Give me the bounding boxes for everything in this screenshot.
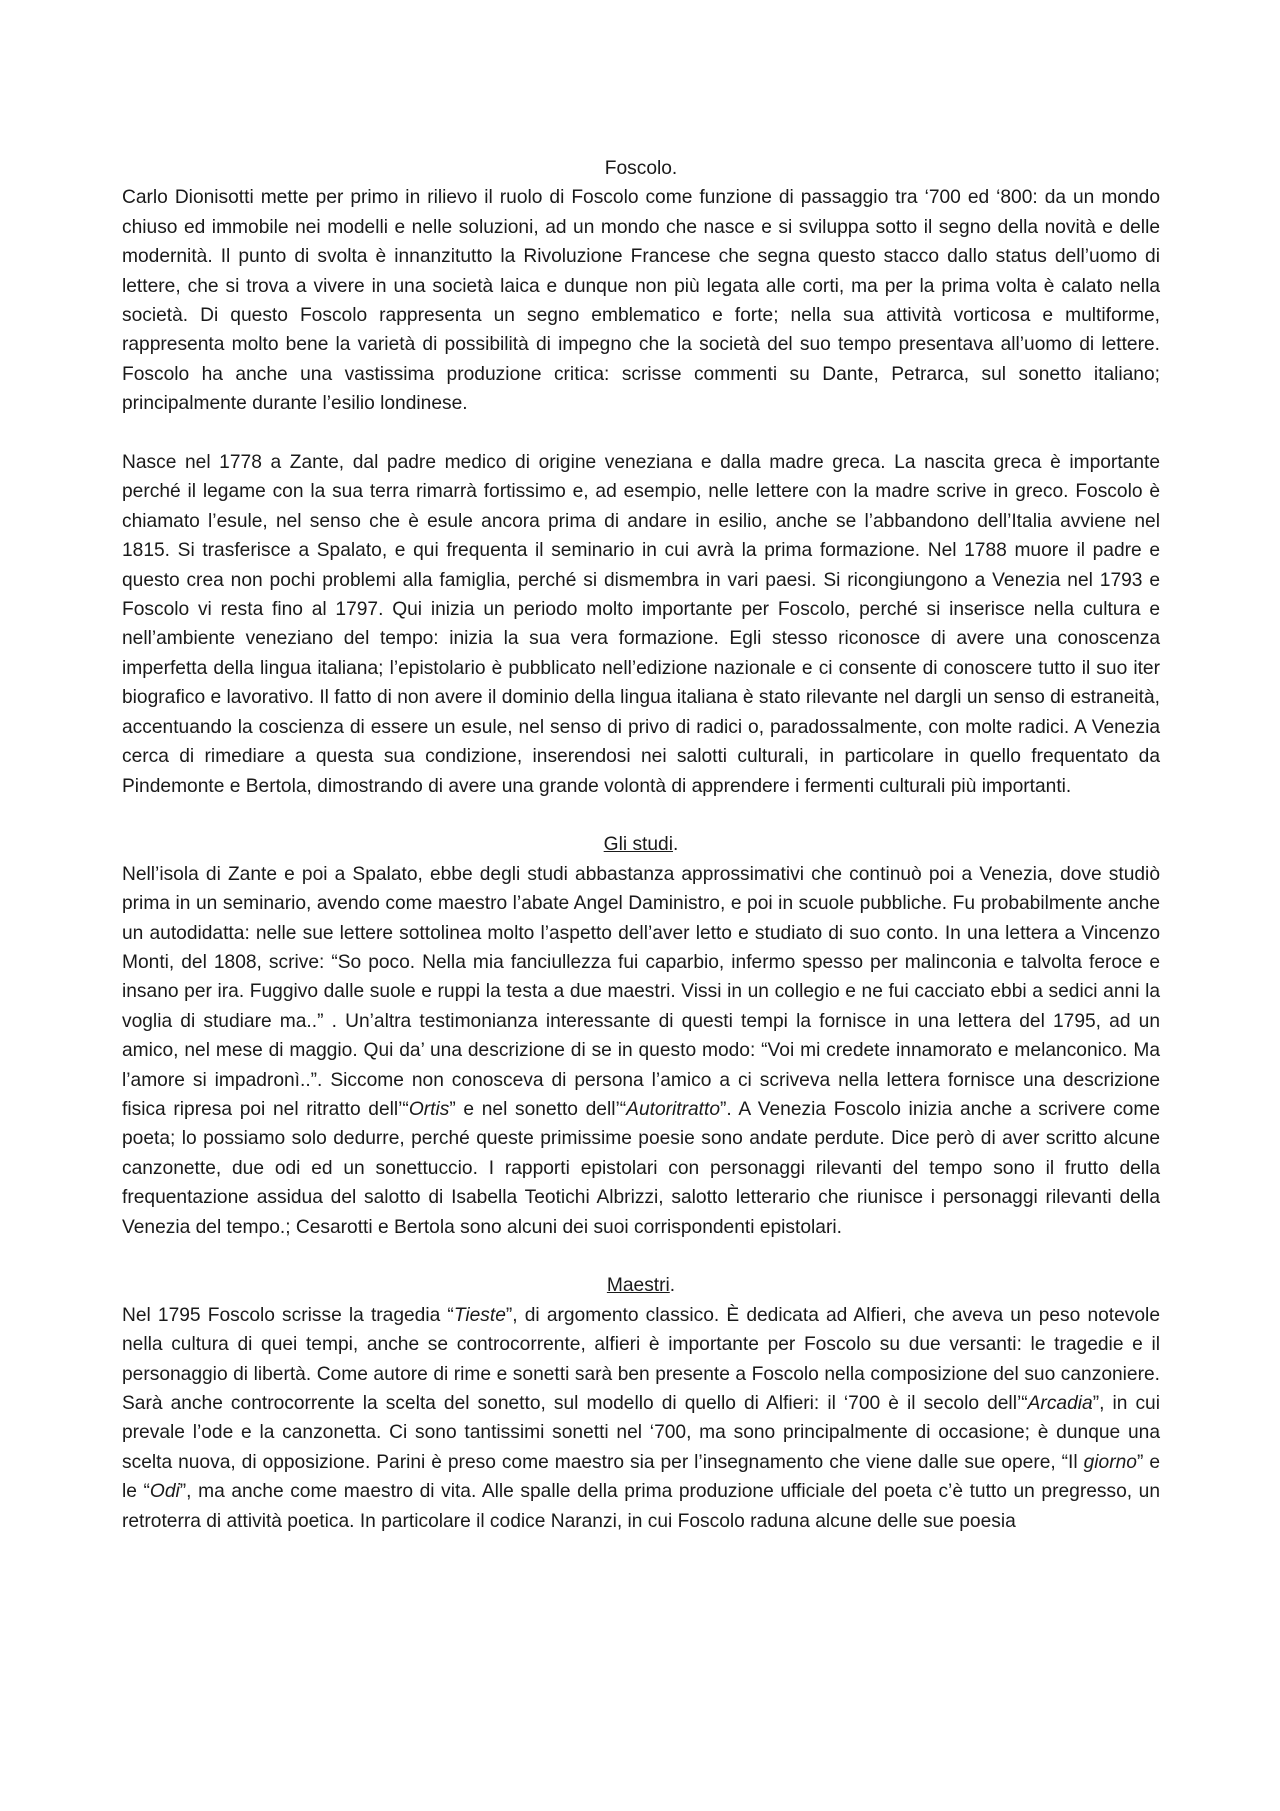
maestri-text-2: ”, di argomento classico. È dedicata ad Alfieri, che aveva un peso notevole nella cultura di quei tempi, anche se controcorrente, alfieri è importante per Foscolo su due versanti: le tragedie e il personaggio di libertà. Come autore di rime e sonetti sarà ben presente a Foscolo nella composizione del suo canzoniere. Sarà anche controcorrente la scelta del sonetto, sul modello di quello di Alfieri: il ‘700 è il secolo dell’“: [122, 1304, 1160, 1415]
biography-paragraph: Nasce nel 1778 a Zante, dal padre medico di origine veneziana e dalla madre greca. La nascita greca è importante perché il legame con la sua terra rimarrà fortissimo e, ad esempio, nelle lettere con la madre scrive in greco. Foscolo è chiamato l’esule, nel senso che è esule ancora prima di andare in esilio, anche se l’abbandono dell’Italia avviene nel 1815. Si trasferisce a Spalato, e qui frequenta il seminario in cui avrà la prima formazione. Nel 1788 muore il padre e questo crea non pochi problemi alla famiglia, perché si dismembra in vari paesi. Si ricongiungono a Venezia nel 1793 e Foscolo vi resta fino al 1797. Qui inizia un periodo molto importante per Foscolo, perché si inserisce nella cultura e nell’ambiente veneziano del tempo: inizia la sua vera formazione. Egli stesso riconosce di avere una conoscenza imperfetta della lingua italiana; l’epistolario è pubblicato nell’edizione nazionale e ci consente di conoscere tutto il suo iter biografico e lavorativo. Il fatto di non avere il dominio della lingua italiana è stato rilevante nel dargli un senso di estraneità, accentuando la coscienza di essere un esule, nel senso di privo di radici o, paradossalmente, con molte radici. A Venezia cerca di rimediare a questa sua condizione, inserendosi nei salotti culturali, in particolare in quello frequentato da Pindemonte e Bertola, dimostrando di avere una grande volontà di apprendere i fermenti culturali più importanti.: [122, 452, 1160, 797]
studi-heading-suffix: .: [672, 834, 679, 856]
maestri-text-1: Nel 1795 Foscolo scrisse la tragedia “: [122, 1304, 454, 1326]
studi-text-3: ”. A Venezia Foscolo inizia anche a scrivere come poeta; lo possiamo solo dedurre, perché queste primissime poesie sono andate perdute. Dice però di aver scritto alcune canzonette, due odi ed un sonettuccio. I rapporti epistolari con personaggi rilevanti del tempo sono il frutto della frequentazione assidua del salotto di Isabella Teotichi Albrizzi, salotto letterario che riunisce i personaggi rilevanti della Venezia del tempo.; Cesarotti e Bertola sono alcuni dei suoi corrispondenti epistolari.: [122, 1098, 1160, 1238]
maestri-italic-giorno: giorno: [1083, 1451, 1137, 1473]
paragraph-gap: [122, 801, 1160, 830]
maestri-italic-arcadia: Arcadia: [1027, 1393, 1093, 1415]
maestri-heading: [122, 1271, 1160, 1300]
document-title: Foscolo.: [604, 158, 678, 179]
paragraph-gap: [122, 419, 1160, 448]
studi-italic-autoritratto: Autoritratto: [626, 1098, 721, 1120]
maestri-text-3: ”, in cui prevale l’ode e la canzonetta. Ci sono tantissimi sonetti nel ‘700, ma sono principalmente di occasione; è dunque una scelta nuova, di opposizione. Parini è preso come maestro sia per l’insegnamento che viene dalle sue opere, “Il: [122, 1393, 1160, 1473]
maestri-text-4: ” e le “: [122, 1451, 1160, 1503]
studi-paragraph: [122, 860, 1160, 1242]
intro-paragraph: Carlo Dionisotti mette per primo in rilievo il ruolo di Foscolo come funzione di passaggio tra ‘700 ed ‘800: da un mondo chiuso ed immobile nei modelli e nelle soluzioni, ad un mondo che nasce e si sviluppa sotto il segno della novità e delle modernità. Il punto di svolta è innanzitutto la Rivoluzione Francese che segna questo stacco dallo status dell’uomo di lettere, che si trova a vivere in una società laica e dunque non più legata alle corti, ma per la prima volta è calato nella società. Di questo Foscolo rappresenta un segno emblematico e forte; nella sua attività vorticosa e multiforme, rappresenta molto bene la varietà di possibilità di impegno che la società del suo tempo presentava all’uomo di lettere. Foscolo ha anche una vastissima produzione critica: scrisse commenti su Dante, Petrarca, sul sonetto italiano; principalmente durante l’esilio londinese.: [122, 187, 1160, 415]
studi-italic-ortis: Ortis: [408, 1098, 450, 1120]
studi-text-1: Nell’isola di Zante e poi a Spalato, ebbe degli studi abbastanza approssimativi che continuò poi a Venezia, dove studiò prima in un seminario, avendo come maestro l’abate Angel Daministro, e poi in scuole pubbliche. Fu probabilmente anche un autodidatta: nelle sue lettere sottolinea molto l’aspetto dell’aver letto e studiato di suo conto. In una lettera a Vincenzo Monti, del 1808, scrive: “So poco. Nella mia fanciullezza fui caparbio, infermo spesso per malinconia e talvolta feroce e insano per ira. Fuggivo dalle suole e ruppi la testa a due maestri. Vissi in un collegio e ne fui cacciato ebbi a sedici anni la voglia di studiare ma..” . Un’altra testimonianza interessante di questi tempi la fornisce in una lettera del 1795, ad un amico, nel mese di maggio. Qui da’ una descrizione di se in questo modo: “Voi mi credete innamorato e melanconico. Ma l’amore si impadronì..”. Siccome non conosceva di persona l’amico a ci scriveva nella lettera fornisce una descrizione fisica ripresa poi nel ritratto dell’“: [122, 863, 1160, 1120]
maestri-italic-odi: Odi: [149, 1481, 180, 1503]
studi-heading-text: Gli studi: [603, 834, 673, 856]
studi-text-2: ” e nel sonetto dell’“: [449, 1098, 627, 1120]
maestri-text-5: ”, ma anche come maestro di vita. Alle spalle della prima produzione ufficiale del poeta c’è tutto un pregresso, un retroterra di attività poetica. In particolare il codice Naranzi, in cui Foscolo raduna alcune delle sue poesia: [122, 1481, 1161, 1532]
maestri-heading-suffix: .: [669, 1275, 676, 1297]
document-page: [122, 154, 1160, 1536]
maestri-paragraph: [122, 1301, 1160, 1536]
studi-heading: [122, 830, 1160, 859]
maestri-heading-text: Maestri: [606, 1275, 670, 1297]
paragraph-gap: [122, 1242, 1160, 1271]
maestri-italic-tieste: Tieste: [453, 1304, 506, 1326]
